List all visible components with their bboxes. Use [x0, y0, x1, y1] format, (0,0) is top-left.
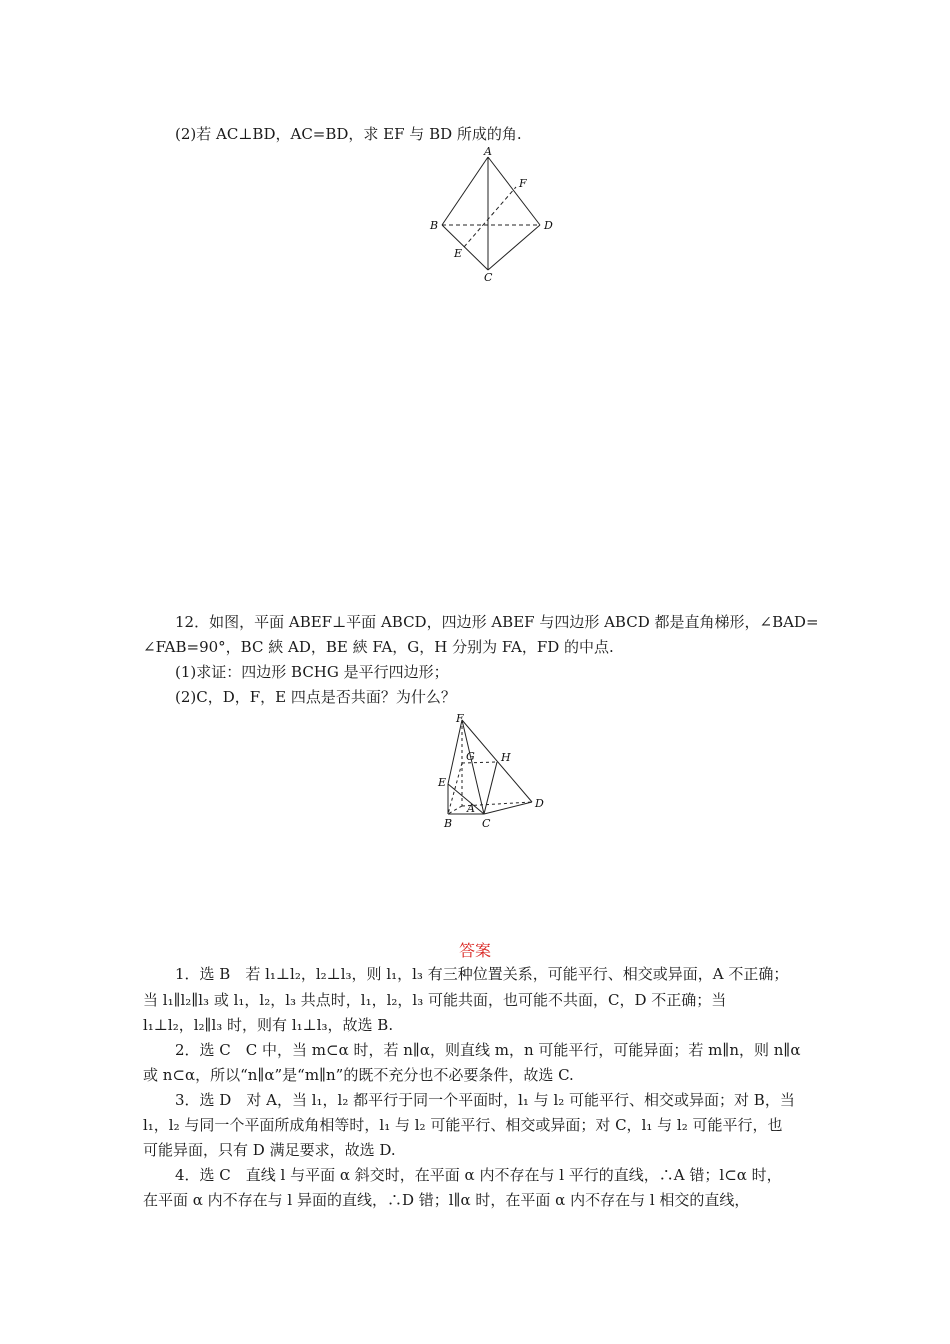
- edge-DC: [488, 225, 540, 270]
- label-E: E: [454, 247, 463, 260]
- edge-HC: [484, 762, 497, 814]
- label-F: F: [456, 712, 464, 725]
- edge-AB: [442, 157, 488, 225]
- label-A: A: [484, 145, 492, 158]
- answer-line: 当 l₁∥l₂∥l₃ 或 l₁，l₂，l₃ 共点时，l₁，l₂，l₃ 可能共面，也可能不共面，C，D 不正确；当: [143, 991, 727, 1009]
- answer-line: 在平面 α 内不存在与 l 异面的直线，∴D 错；l∥α 时，在平面 α 内不存在与 l 相交的直线，: [143, 1191, 750, 1209]
- q11-part2: (2)若 AC⊥BD，AC=BD，求 EF 与 BD 所成的角.: [175, 125, 522, 143]
- edge-CD: [484, 802, 532, 814]
- answer-line: 4．选 C 直线 l 与平面 α 斜交时，在平面 α 内不存在与 l 平行的直线，∴A 错；l⊂α 时，: [175, 1166, 782, 1184]
- edge-GB: [448, 763, 462, 814]
- q12-part2: (2)C，D，F，E 四点是否共面？为什么？: [175, 688, 456, 706]
- q12-line2: ∠FAB=90°，BC 綊 AD，BE 綊 FA，G，H 分别为 FA，FD 的中点.: [143, 638, 614, 656]
- label-D: D: [535, 797, 544, 810]
- edge-FC: [462, 720, 484, 814]
- label-B: B: [444, 817, 453, 830]
- label-B: B: [430, 219, 439, 232]
- answer-line: l₁⊥l₂，l₂∥l₃ 时，则有 l₁⊥l₃，故选 B.: [143, 1016, 394, 1034]
- label-H: H: [501, 751, 511, 764]
- edge-FE: [448, 720, 462, 784]
- label-A: A: [467, 802, 475, 815]
- label-E: E: [438, 776, 447, 789]
- answer-line: 1．选 B 若 l₁⊥l₂，l₂⊥l₃，则 l₁，l₃ 有三种位置关系，可能平行、相交或异面，A 不正确；: [175, 965, 789, 983]
- answer-line: 3．选 D 对 A，当 l₁，l₂ 都平行于同一个平面时，l₁ 与 l₂ 可能平行、相交或异面；对 B，当: [175, 1091, 795, 1109]
- answers-title: 答案: [458, 941, 491, 960]
- tetrahedron-figure: [420, 145, 560, 285]
- label-F: F: [519, 177, 527, 190]
- answer-line: 2．选 C C 中，当 m⊂α 时，若 n∥α，则直线 m，n 可能平行，可能异面；若 m∥n，则 n∥α: [175, 1041, 801, 1059]
- label-G: G: [466, 750, 475, 763]
- edge-EC: [448, 784, 484, 814]
- solid-figure: [432, 712, 552, 832]
- answer-line: 或 n⊂α，所以“n∥α”是“m∥n”的既不充分也不必要条件，故选 C.: [143, 1066, 574, 1084]
- q12-part1: (1)求证：四边形 BCHG 是平行四边形；: [175, 663, 449, 681]
- segment-EF: [464, 187, 516, 247]
- label-C: C: [484, 271, 493, 284]
- label-D: D: [544, 219, 553, 232]
- label-C: C: [482, 817, 491, 830]
- edge-AD: [488, 157, 540, 225]
- answer-line: l₁，l₂ 与同一个平面所成角相等时，l₁ 与 l₂ 可能平行、相交或异面；对 C，l₁ 与 l₂ 可能平行，也: [143, 1116, 783, 1134]
- answer-line: 可能异面，只有 D 满足要求，故选 D.: [143, 1141, 396, 1159]
- edge-BC: [442, 225, 488, 270]
- edge-AB: [448, 806, 462, 814]
- q12-line1: 12．如图，平面 ABEF⊥平面 ABCD，四边形 ABEF 与四边形 ABCD 都是直角梯形，∠BAD=: [175, 613, 819, 631]
